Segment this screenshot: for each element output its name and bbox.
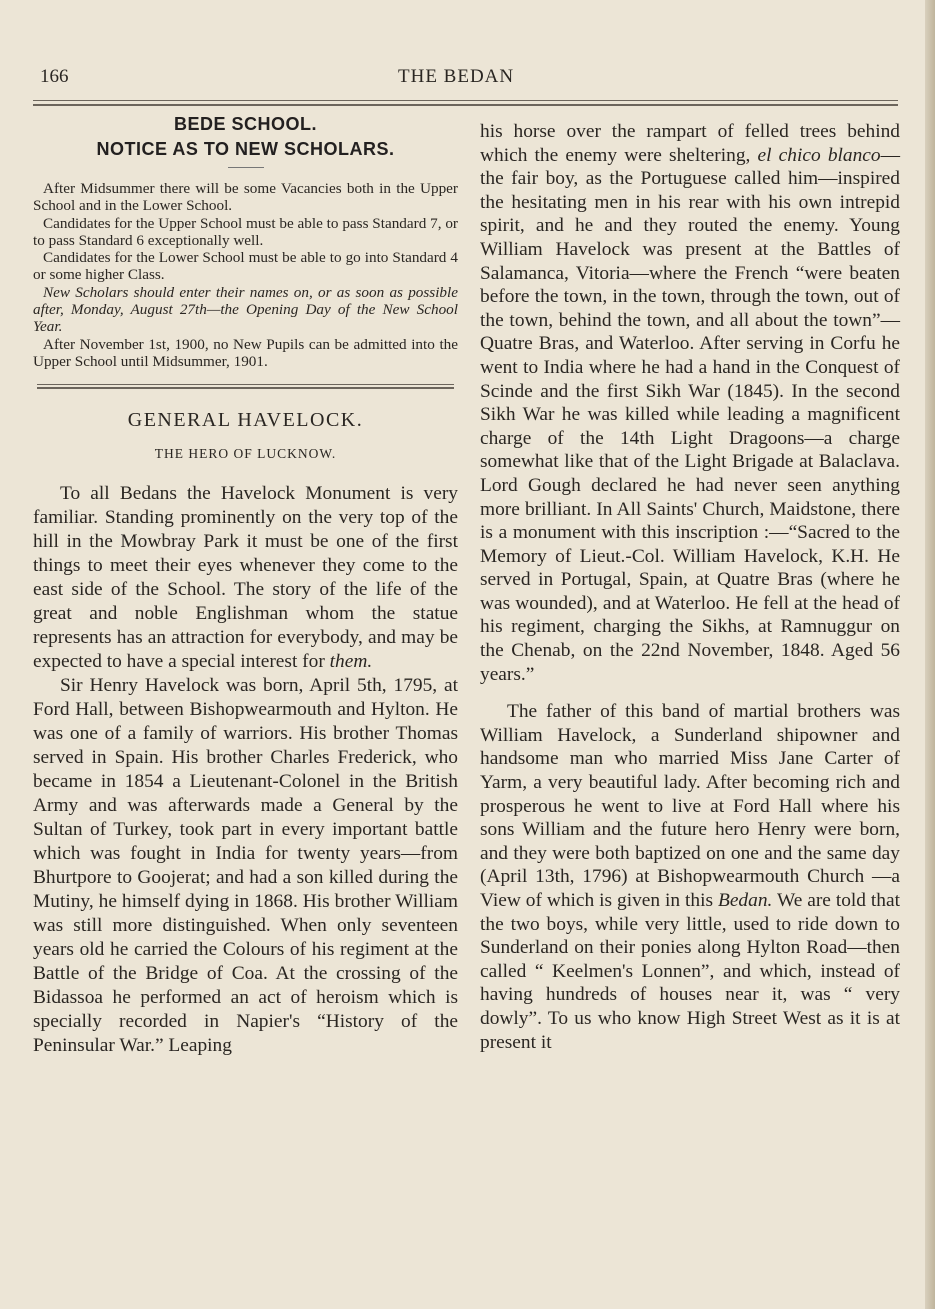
notice-section — [33, 112, 458, 370]
paragraph-text: —the fair boy, as the Portuguese called him—inspired the hesitating men in his rear with his own intrepid spirit, and he and they routed the enemy. Young William Havelock was present at the Battles of Salamanca, Vitoria—where the French “were beaten before the town, in the town, through the town, out of the town, behind the town, and all about the town”—Quatre Bras, and Waterloo. After serving in Corfu he went to India where he had a hand in the Conquest of Scinde and the first Sikh War (1845). In the second Sikh War he was killed while leading a magnificent charge of the 14th Light Dragoons—a charge somewhat like that of the Light Brigade at Balaclava. Lord Gough declared he had never seen anything more brilliant. In All Saints' Church, Maidstone, there is a monument with this inscription :—“Sacred to the Memory of Lieut.-Col. William Havelock, K.H. He served in Portugal, Spain, at Quatre Bras (where he was wounded), and at Waterloo. He fell at the head of his regiment, charging the Sikhs, at Ramnuggur on the Chenab, on the 22nd November, 1848. Aged 56 years.” — [480, 144, 900, 685]
short-divider — [228, 167, 264, 168]
section-divider-thick — [37, 387, 454, 389]
paragraph-text: The father of this band of martial brothers was William Havelock, a Sunderland shipowner and handsome man who married Miss Jane Carter of Yarm, a very beautiful lady. After becoming rich and prosperous he went to live at Ford Hall where his sons William and the future hero Henry were born, and they were both baptized on one and the same day (April 13th, 1796) at Bishopwearmouth Church —a View of which is given in this — [480, 701, 900, 911]
right-column — [480, 120, 900, 1054]
page-edge-shadow — [925, 0, 935, 1309]
paragraph-text: We are told that the two boys, while very little, used to ride down to Sunderland on their ponies along Hylton Road—then called “ Keelmen's Lonnen”, and which, instead of having hundreds of houses near it, was “ very dowly”. To us who know High Street West as it is at present it — [480, 890, 901, 1053]
notice-heading: NOTICE AS TO NEW SCHOLARS. — [96, 139, 395, 159]
paragraph-text: To all Bedans the Havelock Monument is very familiar. Standing prominently on the very top of the hill in the Mowbray Park it must be one of the first things to meet their eyes whenever they come to the east side of the School. The story of the life of the great and noble Englishman whom the statue represents has an attraction for everybody, and may be expected to have a special interest for — [33, 483, 458, 673]
page-number: 166 — [40, 66, 69, 87]
notice-paragraph: Candidates for the Upper School must be able to pass Standard 7, or to pass Standard 6 exceptionally well. — [33, 214, 458, 249]
header-rule — [33, 100, 898, 101]
paragraph-text: his horse over the rampart of felled trees behind which the enemy were sheltering, — [480, 121, 900, 166]
paragraph-emphasis: Bedan. — [717, 890, 773, 911]
running-title: THE BEDAN — [398, 66, 515, 87]
notice-paragraph: Candidates for the Lower School must be able to go into Standard 4 or some higher Class. — [33, 249, 458, 284]
paragraph-emphasis: them. — [329, 651, 373, 673]
article-paragraph — [480, 120, 900, 686]
article-subtitle: THE HERO OF LUCKNOW. — [154, 446, 337, 462]
article-paragraph — [33, 482, 458, 674]
article-paragraph — [480, 700, 900, 1054]
paragraph-emphasis: el chico blanco — [757, 144, 881, 166]
section-divider — [37, 384, 454, 385]
notice-paragraph-italic: New Scholars should enter their names on, or as soon as possible after, Monday, August 27th—the Opening Day of the New School Year. — [33, 283, 458, 336]
article-body-left — [33, 482, 458, 1058]
notice-heading-school: BEDE SCHOOL. — [173, 114, 317, 134]
header-rule-thick — [33, 104, 898, 106]
left-column — [33, 112, 458, 1058]
notice-paragraph: After Midsummer there will be some Vacancies both in the Upper School and in the Lower School. — [33, 180, 458, 215]
article-paragraph: Sir Henry Havelock was born, April 5th, 1795, at Ford Hall, between Bishopwearmouth and Hylton. He was one of a family of warriors. His brother Thomas served in Spain. His brother Charles Frederick, who became in 1854 a Lieutenant-Colonel in the British Army and was afterwards made a General by the Sultan of Turkey, took part in every important battle which was fought in India for twenty years—from Bhurtpore to Goojerat; and had a son killed during the Mutiny, he himself dying in 1868. His brother William was still more distinguished. When only seventeen years old he carried the Colours of his regiment at the Battle of the Bridge of Coa. At the crossing of the Bidassoa he performed an act of heroism which is specially recorded in Napier's “History of the Peninsular War.” Leaping — [33, 675, 458, 1057]
article-title: GENERAL HAVELOCK. — [127, 409, 364, 432]
notice-paragraph: After November 1st, 1900, no New Pupils can be admitted into the Upper School until Midsummer, 1901. — [33, 335, 458, 370]
